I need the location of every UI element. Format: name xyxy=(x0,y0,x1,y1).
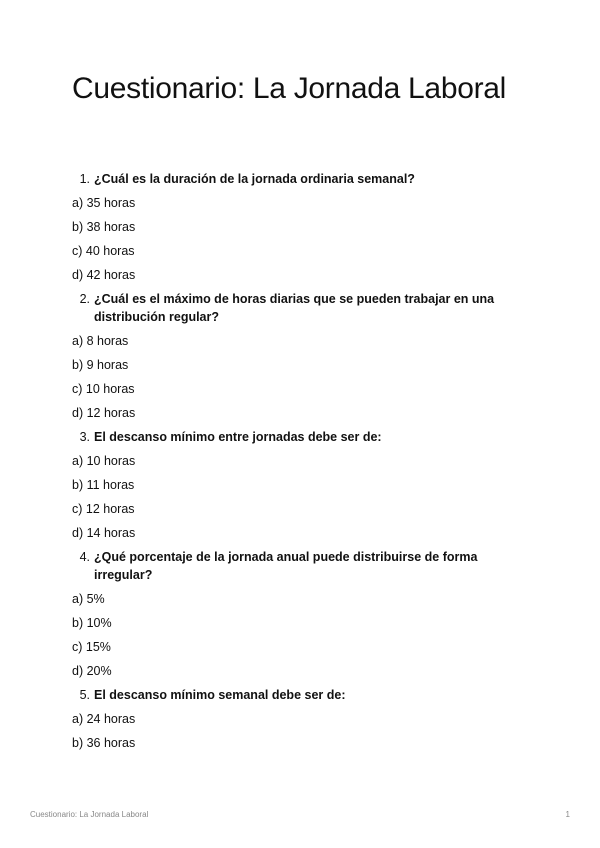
question-number: 3. xyxy=(79,430,90,444)
answer-option: a) 10 horas xyxy=(72,454,136,468)
question-4 xyxy=(79,548,504,590)
answer-option: a) 24 horas xyxy=(72,712,136,726)
answer-option: c) 15% xyxy=(72,640,111,654)
question-text: ¿Cuál es el máximo de horas diarias que se pueden trabajar en una distribución regular? xyxy=(94,292,495,324)
question-list xyxy=(0,170,600,758)
question-text: El descanso mínimo semanal debe ser de: xyxy=(94,688,346,702)
question-2 xyxy=(79,290,504,332)
question-3 xyxy=(79,428,504,452)
question-number: 5. xyxy=(79,688,90,702)
question-text: ¿Cuál es la duración de la jornada ordinaria semanal? xyxy=(94,172,415,186)
page-footer xyxy=(30,810,570,819)
question-5 xyxy=(79,686,504,710)
answer-option: d) 42 horas xyxy=(72,268,136,282)
answer-option: a) 5% xyxy=(72,592,105,606)
question-number: 1. xyxy=(79,172,90,186)
answer-option: d) 20% xyxy=(72,664,112,678)
question-number: 2. xyxy=(79,292,90,306)
question-number: 4. xyxy=(79,550,90,564)
question-1 xyxy=(79,170,504,194)
answer-option: d) 14 horas xyxy=(72,526,136,540)
answer-option: d) 12 horas xyxy=(72,406,136,420)
answer-option: c) 10 horas xyxy=(72,382,135,396)
answer-option: a) 35 horas xyxy=(72,196,136,210)
answer-option: b) 9 horas xyxy=(72,358,129,372)
answer-option: a) 8 horas xyxy=(72,334,129,348)
answer-option: c) 40 horas xyxy=(72,244,135,258)
page-number: 1 xyxy=(565,810,570,819)
page-title: Cuestionario: La Jornada Laboral xyxy=(72,72,507,105)
answer-option: b) 11 horas xyxy=(72,478,135,492)
answer-option: b) 38 horas xyxy=(72,220,136,234)
answer-option: b) 10% xyxy=(72,616,112,630)
question-text: ¿Qué porcentaje de la jornada anual puede distribuirse de forma irregular? xyxy=(94,550,478,582)
answer-option: c) 12 horas xyxy=(72,502,135,516)
answer-option: b) 36 horas xyxy=(72,736,136,750)
question-text: El descanso mínimo entre jornadas debe ser de: xyxy=(94,430,382,444)
footer-title: Cuestionario: La Jornada Laboral xyxy=(30,810,149,819)
